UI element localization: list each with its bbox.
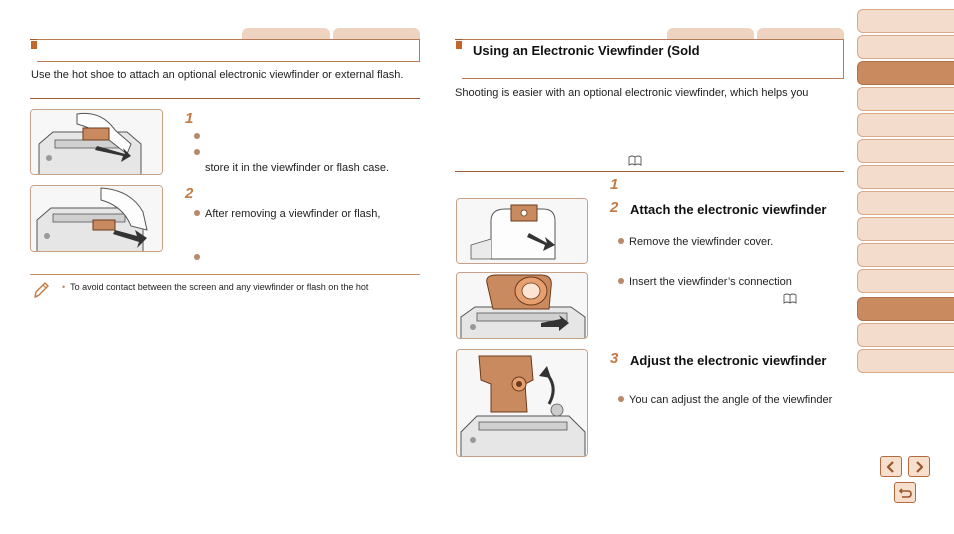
step3-bullet1-text-right: You can adjust the angle of the viewfinder [629,394,833,406]
step-number-2-right: 2 [610,199,619,216]
step2-bullet1-text-right: Remove the viewfinder cover. [629,236,774,248]
sidebar-tab-7[interactable] [857,165,954,189]
bullet-icon [194,149,200,155]
sidebar-tab-4[interactable] [857,87,954,111]
note-text: To avoid contact between the screen and any viewfinder or flash on the hot [70,282,369,292]
page-tab-right-2 [757,28,844,39]
step2-bullet2-text-right: Insert the viewfinder’s connection [629,276,792,288]
book-icon [628,153,642,171]
step2-title-right: Attach the electronic viewfinder [630,202,827,217]
step-number-1-right: 1 [610,176,619,193]
step2-bullet1-left [194,207,380,221]
step-number-3-right: 3 [610,350,619,367]
return-icon [898,487,912,499]
bullet-icon [194,133,200,139]
sidebar-tab-1[interactable] [857,9,954,33]
sidebar-tab-14[interactable] [857,349,954,373]
step2-bullet2-right [618,275,792,289]
bullet-icon [194,254,200,260]
sidebar-tab-3[interactable] [857,61,954,85]
photo-remove-viewfinder-cover [456,198,588,264]
step2-bullet1-right [618,235,773,249]
photo-remove-viewfinder [30,109,163,175]
intro-rule-right [455,171,844,172]
sidebar-tab-6[interactable] [857,139,954,163]
note-text-left [62,281,368,293]
photo-adjust-viewfinder [456,349,588,457]
sidebar-tab-9[interactable] [857,217,954,241]
intro-text-left: Use the hot shoe to attach an optional electronic viewfinder or external flash. [31,69,404,81]
step2-bullet1-text: After removing a viewfinder or flash, [205,208,381,220]
section-header-right [462,39,844,79]
step3-title-right: Adjust the electronic viewfinder [630,353,827,368]
bullet-icon [194,210,200,216]
page-tab-left-1 [242,28,330,39]
pencil-icon [32,280,50,305]
bullet-icon [618,238,624,244]
book-icon [783,291,797,309]
prev-page-button[interactable] [880,456,902,477]
section-title: Using an Electronic Viewfinder (Sold [473,43,700,58]
section-header-left [37,39,420,62]
bullet-icon [618,278,624,284]
next-page-button[interactable] [908,456,930,477]
page-tab-left-2 [333,28,420,39]
page-tab-right-1 [667,28,754,39]
arrow-right-icon [913,461,925,473]
sidebar-tab-10[interactable] [857,243,954,267]
note-rule-left [30,274,420,275]
step1-line2-left: store it in the viewfinder or flash case. [205,162,390,174]
sidebar-tab-8[interactable] [857,191,954,215]
step-number-1-left: 1 [185,110,194,127]
return-button[interactable] [894,482,916,503]
step3-bullet1-right [618,393,832,407]
sidebar-tab-12[interactable] [857,297,954,321]
arrow-left-icon [885,461,897,473]
sidebar-tab-5[interactable] [857,113,954,137]
intro-rule-left [30,98,420,99]
sidebar-tab-13[interactable] [857,323,954,347]
bullet-icon [618,396,624,402]
step-number-2-left: 2 [185,185,194,202]
photo-insert-viewfinder [456,272,588,339]
sidebar-tab-2[interactable] [857,35,954,59]
sidebar-tab-11[interactable] [857,269,954,293]
note-bullet: • [62,282,66,292]
photo-attach-cover [30,185,163,252]
intro-text-right: Shooting is easier with an optional electronic viewfinder, which helps you [455,87,809,99]
